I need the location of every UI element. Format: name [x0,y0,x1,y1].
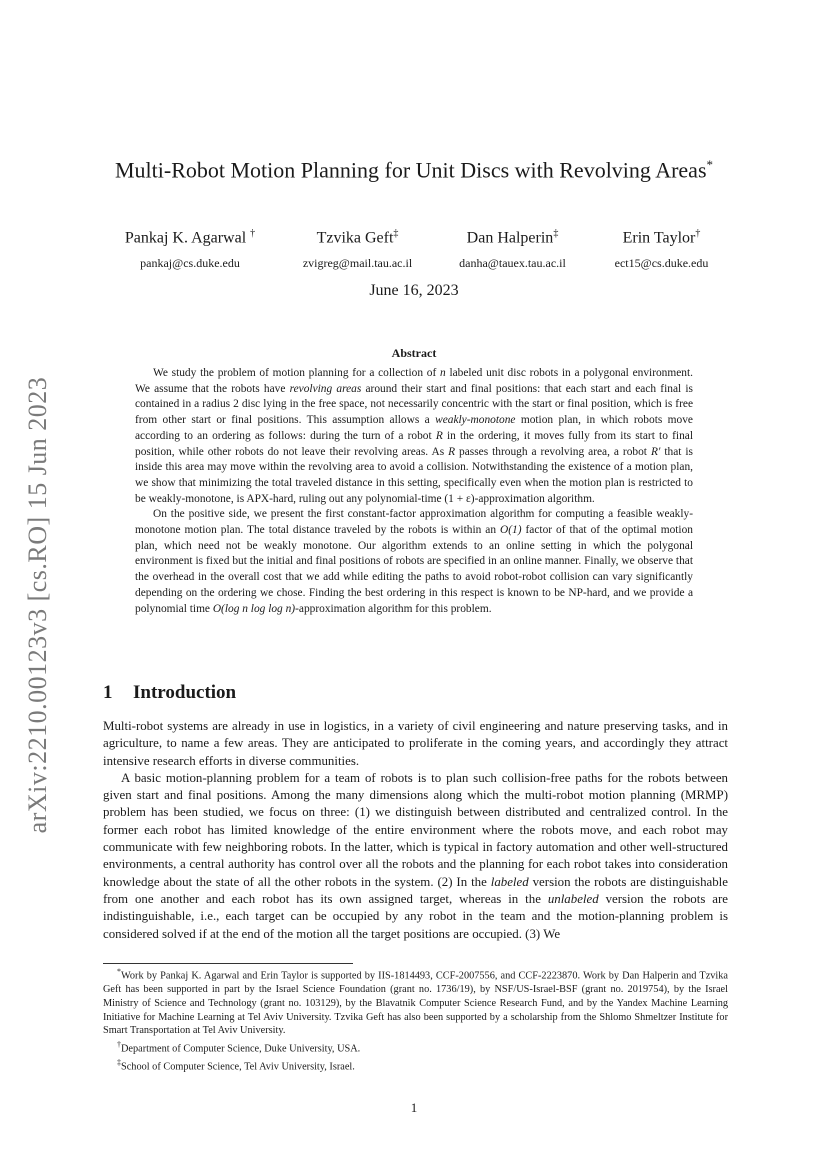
footnote: †Department of Computer Science, Duke University, USA. [117,1039,361,1055]
author-block [285,228,430,271]
author-block [440,228,585,271]
author-name: Pankaj K. Agarwal † [124,228,256,247]
abstract-body [135,366,693,617]
body-paragraph: A basic motion-planning problem for a team of robots is to plan such collision-free paths for the robots between given start and final positions. Among the many dimensions along which the multi-robot motion planning (MRMP) problem has been studied, we focus on three: (1) we distinguish between distributed and centralized control. In the former each robot has limited knowledge of the entire environment where the robots move, and each robot may communicate with few neighboring robots. In the latter, which is typical in factory automation and other well-structured environments, a central authority has control over all the robots and the planning for each robot takes into consideration knowledge about the state of all the other robots in the system. (2) In the labeled version the robots are distinguishable from one another and each robot has its own assigned target, whereas in the unlabeled version the robots are indistinguishable, i.e., each target can be occupied by any robot in the team and the motion-planning problem is considered solved if at the end of the motion all the target positions are occupied. (3) We [103,770,728,941]
page-number: 1 [410,1100,418,1115]
body-text [103,718,728,943]
arxiv-identifier: arXiv:2210.00123v3 [cs.RO] 15 Jun 2023 [23,376,52,834]
author-email: pankaj@cs.duke.edu [140,256,240,271]
section-number: 1 [103,682,113,703]
abstract-paragraph: On the positive side, we present the first constant-factor approximation algorithm for computing a feasible weakly-monotone motion plan. The total distance traveled by the robots is within an O(1) factor of that of the optimal motion plan, which need not be weakly monotone. Our algorithm extends to an online setting in which the polygonal environment is fixed but the initial and final positions of robots are specified in an online manner. Finally, we observe that the overhead in the overall cost that we add while editing the paths to avoid robot-robot collision can vary significantly depending on the ordering we chose. Finding the best ordering in this respect is known to be NP-hard, and we provide a polynomial time O(log n log log n)-approximation algorithm for this problem. [135,508,693,615]
abstract-heading: Abstract [391,346,437,360]
author-name: Dan Halperin‡ [466,228,559,247]
footnote-divider [103,963,353,964]
author-name: Erin Taylor† [622,228,701,247]
author-email: zvigreg@mail.tau.ac.il [302,256,413,271]
footnote: *Work by Pankaj K. Agarwal and Erin Taylor is supported by IIS-1814493, CCF-2007556, and CCF-2223870. Work by Dan Halperin and Tzvika Geft has been supported in part by the Israel Science Foundation (grant no. 1736/19), by NSF/US-Israel-BSF (grant no. 2019754), by the Israel Ministry of Science and Technology (grant no. 103129), by the Blavatnik Computer Science Research Fund, and by the Yandex Machine Learning Initiative for Machine Learning at Tel Aviv University. Tzvika Geft has also been supported by a scholarship from the Shlomo Shmeltzer Institute for Smart Transportation at Tel Aviv University. [103,967,728,1037]
author-block [595,228,728,271]
footnotes [103,965,728,1074]
author-name: Tzvika Geft‡ [316,228,399,247]
paper-title [100,150,728,185]
author-email: ect15@cs.duke.edu [614,256,709,271]
section-title: Introduction [133,682,237,703]
author-email: danha@tauex.tau.ac.il [459,256,566,271]
title-footnote-mark: * [706,157,714,172]
paper-date: June 16, 2023 [369,282,459,299]
body-paragraph: Multi-robot systems are already in use in logistics, in a variety of civil engineering and nature preserving tasks, and in agriculture, to name a few areas. They are anticipated to proliferate in the coming years, and accordingly they attract intensive research efforts in diverse communities. [103,719,728,768]
footnote: ‡School of Computer Science, Tel Aviv University, Israel. [117,1058,355,1073]
abstract-paragraph: We study the problem of motion planning for a collection of n labeled unit disc robots in a polygonal environment. We assume that the robots have revolving areas around their start and final positions: that each start and each final is contained in a radius 2 disc lying in the free space, not necessarily concentric with the start or final position, which is free from other start or final positions. This assumption allows a weakly-monotone motion plan, in which robots move according to an ordering as follows: during the turn of a robot R in the ordering, it moves fully from its start to final position, while other robots do not leave their revolving areas. As R passes through a revolving area, a robot R′ that is inside this area may move within the revolving area to avoid a collision. Notwithstanding the existence of a motion plan, we show that minimizing the total traveled distance in this setting, specifically even when the motion plan is restricted to be weakly-monotone, is APX-hard, ruling out any polynomial-time (1 + ε)-approximation algorithm. [135,367,694,505]
author-block [100,228,280,271]
paper-title-text: Multi-Robot Motion Planning for Unit Discs with Revolving Areas [114,157,707,183]
arxiv-identifier-stamp [18,370,58,840]
section-heading [103,682,236,704]
